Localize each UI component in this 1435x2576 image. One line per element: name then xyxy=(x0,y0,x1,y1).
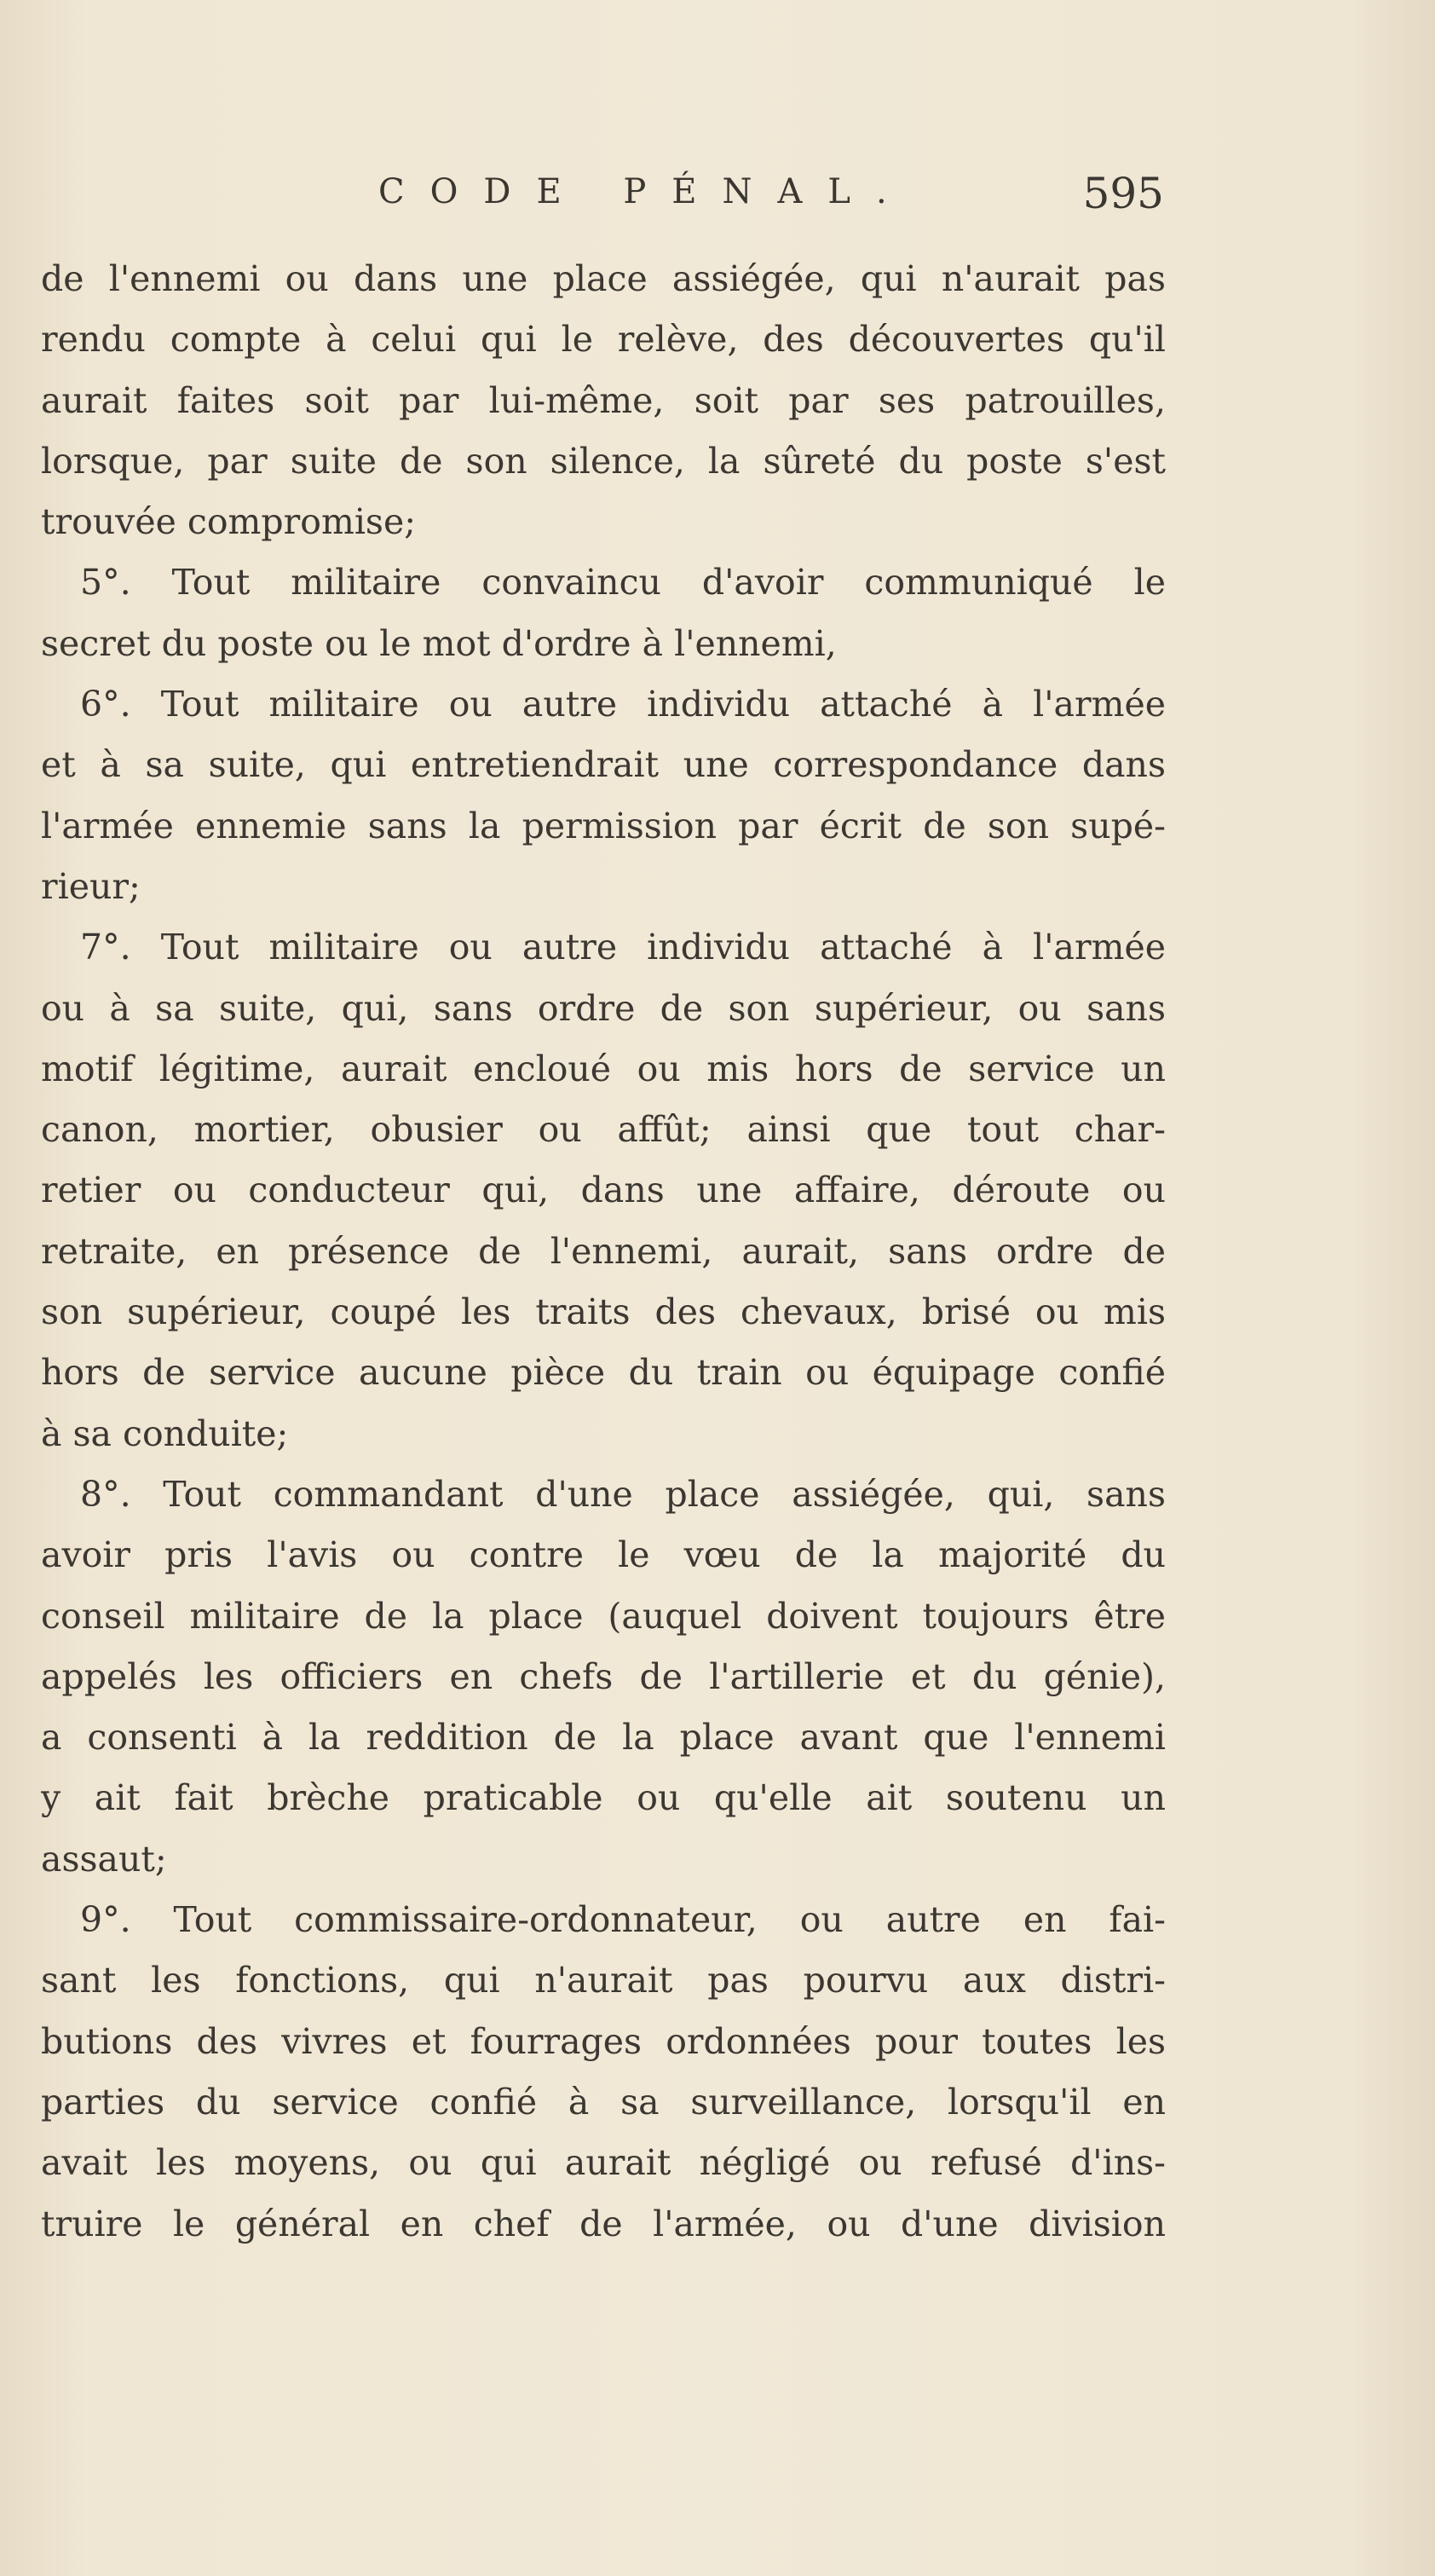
text-line: à sa conduite; xyxy=(41,1412,289,1454)
text-line: lorsque, par suite de son silence, la sûreté du poste s'est xyxy=(41,440,1166,482)
page-header xyxy=(82,169,1164,237)
text-line: 8°. Tout commandant d'une place assiégée, qui, sans xyxy=(80,1473,1166,1515)
text-line: ou à sa suite, qui, sans ordre de son supérieur, ou sans xyxy=(41,987,1166,1029)
text-line: 7°. Tout militaire ou autre individu attaché à l'armée xyxy=(80,927,1166,968)
text-line: son supérieur, coupé les traits des chevaux, brisé ou mis xyxy=(41,1291,1166,1333)
text-line: parties du service confié à sa surveillance, lorsqu'il en xyxy=(41,2081,1166,2123)
text-line: a consenti à la reddition de la place avant que l'ennemi xyxy=(41,1717,1166,1759)
body-text xyxy=(41,249,1166,2255)
text-line: y ait fait brèche praticable ou qu'elle ait soutenu un xyxy=(41,1777,1166,1819)
text-line: truire le général en chef de l'armée, ou d'une division xyxy=(41,2203,1166,2244)
text-line: 9°. Tout commissaire-ordonnateur, ou autre en fai- xyxy=(80,1899,1166,1941)
text-line: assaut; xyxy=(41,1838,167,1880)
text-line: avoir pris l'avis ou contre le vœu de la majorité du xyxy=(41,1534,1166,1576)
text-line: 5°. Tout militaire convaincu d'avoir communiqué le xyxy=(80,562,1166,604)
text-line: canon, mortier, obusier ou affût; ainsi que tout char- xyxy=(41,1109,1166,1151)
text-line: avait les moyens, ou qui aurait négligé ou refusé d'ins- xyxy=(41,2142,1166,2184)
text-line: de l'ennemi ou dans une place assiégée, qui n'aurait pas xyxy=(41,258,1166,299)
text-line: appelés les officiers en chefs de l'artillerie et du génie), xyxy=(41,1655,1166,1697)
text-line: sant les fonctions, qui n'aurait pas pourvu aux distri- xyxy=(41,1960,1166,2001)
text-line: conseil militaire de la place (auquel doivent toujours être xyxy=(41,1595,1166,1637)
text-line: retier ou conducteur qui, dans une affaire, déroute ou xyxy=(41,1170,1166,1211)
text-line: secret du poste ou le mot d'ordre à l'ennemi, xyxy=(41,622,837,664)
text-line: trouvée compromise; xyxy=(41,501,417,543)
text-line: hors de service aucune pièce du train ou équipage confié xyxy=(41,1352,1166,1394)
text-line: l'armée ennemie sans la permission par écrit de son supé- xyxy=(41,805,1166,846)
text-line: aurait faites soit par lui-même, soit par ses patrouilles, xyxy=(41,379,1166,421)
running-title: CODE PÉNAL. xyxy=(378,172,913,211)
page-number: 595 xyxy=(1082,169,1164,218)
text-line: butions des vivres et fourrages ordonnées pour toutes les xyxy=(41,2020,1166,2062)
text-line: 6°. Tout militaire ou autre individu attaché à l'armée xyxy=(80,684,1166,725)
text-line: retraite, en présence de l'ennemi, aurait, sans ordre de xyxy=(41,1230,1166,1272)
text-line: motif légitime, aurait encloué ou mis hors de service un xyxy=(41,1048,1166,1089)
text-line: rendu compte à celui qui le relève, des découvertes qu'il xyxy=(41,319,1166,361)
text-line: et à sa suite, qui entretiendrait une correspondance dans xyxy=(41,744,1166,786)
text-line: rieur; xyxy=(41,865,141,907)
